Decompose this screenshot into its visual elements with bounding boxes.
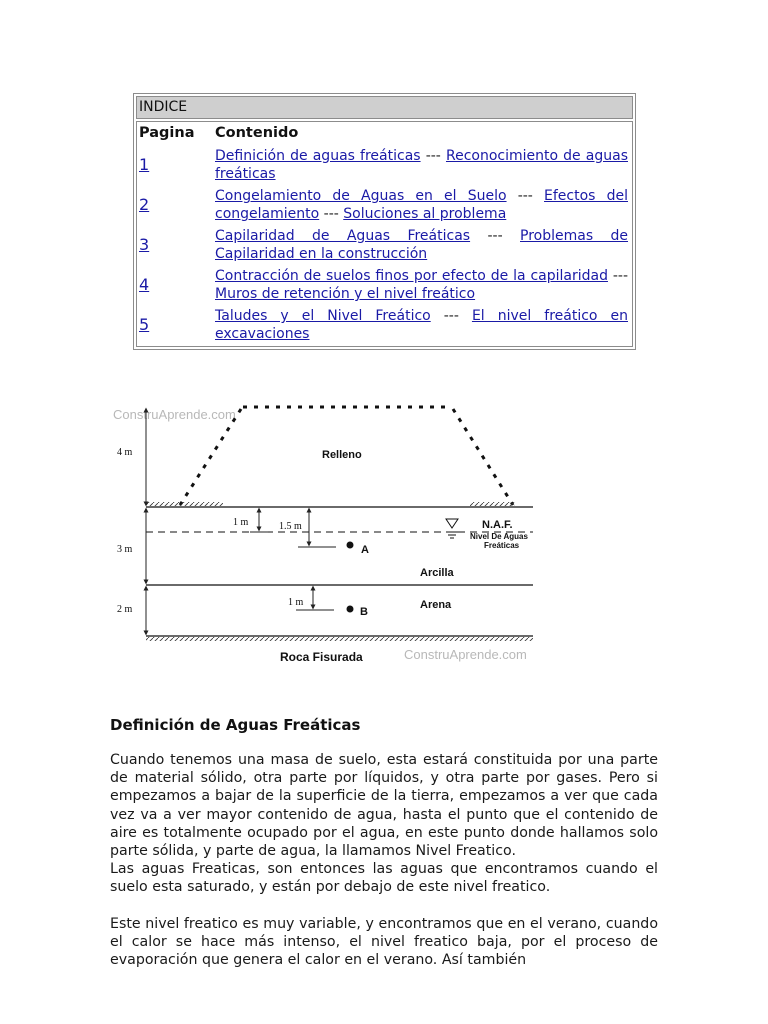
separator: ---	[443, 308, 472, 324]
page-link-2[interactable]: 2	[139, 195, 150, 214]
page-link-4[interactable]: 4	[139, 275, 150, 294]
point-a-marker	[347, 542, 354, 549]
dim-label-2m: 2 m	[117, 604, 133, 615]
label-arcilla: Arcilla	[420, 567, 454, 579]
separator: ---	[517, 188, 545, 204]
link-taludes-nivel-freatico[interactable]: Taludes y el Nivel Freático	[215, 308, 431, 324]
link-nivel-freatico-excavaciones[interactable]: El nivel freático en excavaciones	[215, 308, 628, 342]
page-link-5[interactable]: 5	[139, 315, 150, 334]
separator: ---	[425, 148, 446, 164]
page-link-1[interactable]: 1	[139, 155, 150, 174]
water-table-symbol	[446, 519, 458, 538]
link-capilaridad-aguas-freaticas[interactable]: Capilaridad de Aguas Freáticas	[215, 228, 471, 244]
label-roca-fisurada: Roca Fisurada	[280, 650, 363, 664]
separator: ---	[323, 206, 344, 222]
article	[110, 714, 658, 969]
page-link-3[interactable]: 3	[139, 235, 150, 254]
ground-hatch-left	[178, 502, 223, 506]
link-contraccion-suelos-finos[interactable]: Contracción de suelos finos por efecto de la capilaridad	[215, 268, 608, 284]
label-arena: Arena	[420, 599, 452, 611]
index-title: INDICE	[136, 96, 633, 119]
label-naf: N.A.F.	[482, 519, 513, 531]
separator: ---	[612, 268, 629, 284]
paragraph-2: Las aguas Freaticas, son entonces las aguas que encontramos cuando el suelo esta saturado, y están por debajo de este nivel freatico.	[110, 861, 658, 896]
ground-hatch-right	[470, 502, 515, 506]
link-reconocimiento-aguas-freaticas[interactable]: Reconocimiento de aguas freáticas	[215, 148, 628, 182]
dim-label-4m: 4 m	[117, 447, 133, 458]
row-content	[215, 307, 628, 343]
row-content	[215, 187, 628, 223]
index-table	[133, 93, 636, 350]
watermark-bottom: ConstruAprende.com	[404, 647, 527, 662]
label-nivel-aguas: Nivel De Aguas	[470, 532, 528, 541]
index-body	[136, 121, 633, 347]
link-congelamiento-aguas[interactable]: Congelamiento de Aguas en el Suelo	[215, 188, 507, 204]
link-efectos-congelamiento[interactable]: Efectos del congelamiento	[215, 188, 628, 222]
link-problemas-capilaridad[interactable]: Problemas de Capilaridad en la construcción	[215, 228, 629, 262]
row-content	[215, 147, 628, 183]
point-b-marker	[347, 606, 354, 613]
paragraph-3: Este nivel freatico es muy variable, y encontramos que en el verano, cuando el calor se hace más intenso, el nivel freatico baja, por el proceso de evaporación que genera el calor en el verano. Así también	[110, 915, 658, 969]
point-a-label: A	[361, 544, 369, 556]
dim-label-3m: 3 m	[117, 544, 133, 555]
bedrock-hatch	[146, 637, 533, 641]
row-content	[215, 267, 628, 303]
paragraph-1: Cuando tenemos una masa de suelo, esta estará constituida por una parte de material sólido, otra parte por líquidos, y otra parte por gases. Pero si empezamos a bajar de la superficie de la tierra, empezamos a ver que cada vez va a ver mayor contenido de agua, hasta el punto que el contenido de aire es totalmente ocupado por el agua, en este punto donde hallamos solo parte sólida, y parte de agua, la llamamos Nivel Freatico.	[110, 752, 658, 860]
link-muros-retencion[interactable]: Muros de retención y el nivel freático	[215, 286, 476, 302]
link-definicion-aguas-freaticas[interactable]: Definición de aguas freáticas	[215, 148, 421, 164]
label-freaticas: Freáticas	[484, 541, 520, 550]
point-b-label: B	[360, 606, 368, 618]
dim-label-1m-b: 1 m	[288, 597, 304, 608]
watermark-top: ConstruAprende.com	[113, 407, 236, 422]
column-header-page: Pagina	[139, 125, 195, 141]
dim-label-1-5m: 1.5 m	[279, 521, 302, 532]
ground-hatch-edge	[146, 502, 178, 506]
row-content	[215, 227, 628, 263]
section-heading: Definición de Aguas Freáticas	[110, 716, 361, 734]
dim-label-1m-water: 1 m	[233, 517, 249, 528]
column-header-content: Contenido	[215, 125, 299, 141]
label-relleno: Relleno	[322, 449, 362, 461]
soil-profile-diagram	[108, 398, 548, 670]
separator: ---	[487, 228, 521, 244]
link-soluciones-problema[interactable]: Soluciones al problema	[343, 206, 507, 222]
